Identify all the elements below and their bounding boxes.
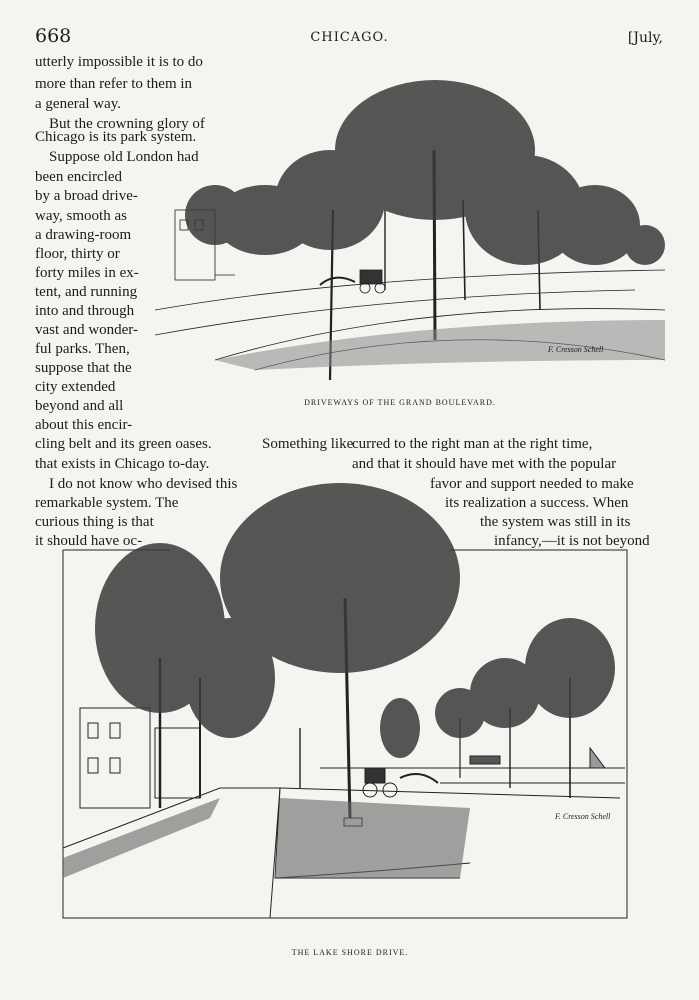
body-line: curious thing is that [35, 514, 154, 530]
body-line: suppose that the [35, 360, 132, 376]
illustration-caption: DRIVEWAYS OF THE GRAND BOULEVARD. [304, 398, 496, 407]
body-line: been encircled [35, 169, 123, 185]
body-line: it should have oc- [35, 533, 143, 549]
body-line: I do not know who devised this [49, 476, 238, 492]
illustration-signature: F. Cresson Schell [548, 345, 604, 354]
illustration-caption: THE LAKE SHORE DRIVE. [291, 948, 409, 957]
body-line: Something like [262, 436, 354, 452]
body-line: a drawing-room [35, 227, 132, 243]
body-line: floor, thirty or [35, 246, 120, 262]
running-month: [July, [627, 30, 663, 46]
body-line: ful parks. Then, [35, 341, 130, 357]
body-line: remarkable system. The [35, 495, 179, 511]
body-line: cling belt and its green oases. [35, 436, 212, 452]
body-line: more than refer to them in [35, 76, 193, 92]
body-line: a general way. [35, 96, 122, 112]
running-title: CHICAGO. [310, 30, 389, 45]
illustration-grand-boulevard [155, 60, 665, 390]
body-line: Chicago is its park system. [35, 129, 197, 145]
body-line: city extended [35, 379, 116, 395]
body-line: But the crowning glory of [49, 116, 205, 132]
illustration-signature: F. Cresson Schell [555, 812, 611, 821]
body-line: beyond and all [35, 398, 124, 414]
body-line: forty miles in ex- [35, 265, 139, 281]
illustration-lake-shore-drive [60, 478, 630, 940]
body-line: tent, and running [35, 284, 138, 300]
body-line: way, smooth as [35, 208, 127, 224]
body-line: favor and support needed to make [430, 476, 634, 492]
body-line: infancy,—it is not beyond [494, 533, 650, 549]
body-line: its realization a success. When [445, 495, 629, 511]
body-line: into and through [35, 303, 135, 319]
body-line: by a broad drive- [35, 188, 138, 204]
body-line: utterly impossible it is to do [35, 54, 203, 70]
body-line: and that it should have met with the popular [352, 456, 617, 472]
body-line: about this encir- [35, 417, 133, 433]
body-line: curred to the right man at the right time, [352, 436, 593, 452]
body-line: vast and wonder- [35, 322, 139, 338]
body-line: Suppose old London had [49, 149, 199, 165]
body-line: that exists in Chicago to-day. [35, 456, 210, 472]
body-line: the system was still in its [480, 514, 631, 530]
page-number: 668 [35, 25, 72, 47]
